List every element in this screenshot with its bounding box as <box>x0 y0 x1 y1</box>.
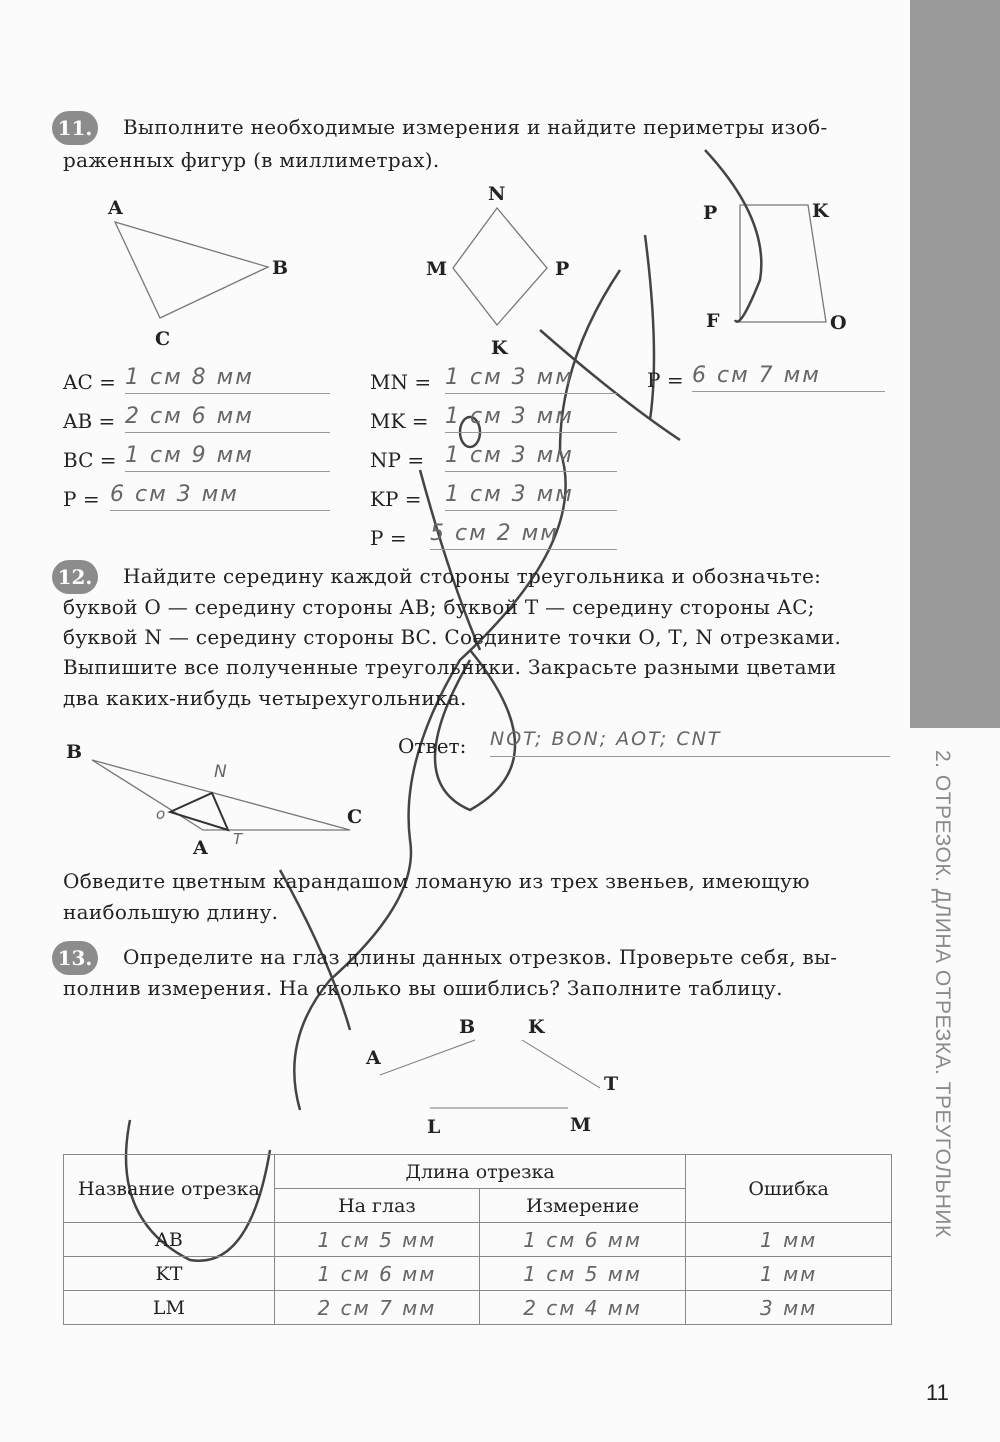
np-label: NP = <box>370 448 425 472</box>
point-k2: K <box>812 200 829 222</box>
point-m: M <box>426 258 448 280</box>
mn-label: MN = <box>370 370 432 394</box>
point-p2: P <box>703 202 718 224</box>
row-measure: 1 см 6 мм <box>479 1223 685 1257</box>
row-error: 3 мм <box>686 1291 892 1325</box>
row-name: LM <box>64 1291 275 1325</box>
point-a-13: A <box>366 1047 381 1069</box>
p2-value: 5 см 2 мм <box>430 521 617 550</box>
table-row <box>64 1223 892 1257</box>
point-n-12: N <box>214 762 229 782</box>
row-measure: 2 см 4 мм <box>479 1291 685 1325</box>
point-a: A <box>108 197 123 219</box>
header-eye: На глаз <box>274 1189 479 1223</box>
row-eye: 1 см 6 мм <box>274 1257 479 1291</box>
ac-label: AC = <box>63 370 116 394</box>
task-13-line1: Определите на глаз длины данных отрезков. Проверьте себя, вы- <box>123 945 838 969</box>
segment-kt <box>522 1040 600 1088</box>
triangle-abc <box>115 222 268 318</box>
point-c: C <box>155 328 171 350</box>
chapter-title: 2. ОТРЕЗОК. ДЛИНА ОТРЕЗКА. ТРЕУГОЛЬНИК <box>931 750 954 1238</box>
np-value: 1 см 3 мм <box>445 443 617 472</box>
mn-value: 1 см 3 мм <box>445 365 617 394</box>
bc-label: BC = <box>63 448 117 472</box>
point-l-13: L <box>427 1116 441 1138</box>
task-13-line2: полнив измерения. На сколько вы ошиблись? Заполните таблицу. <box>63 976 783 1000</box>
task-11-number: 11. <box>52 111 98 145</box>
point-f: F <box>706 310 720 332</box>
task-12-extra1: Обведите цветным карандашом ломаную из трех звеньев, имеющую <box>63 869 810 893</box>
point-n: N <box>488 183 506 205</box>
point-c-12: C <box>347 806 363 828</box>
row-measure: 1 см 5 мм <box>479 1257 685 1291</box>
mk-value: 1 см 3 мм <box>445 404 617 433</box>
row-eye: 1 см 5 мм <box>274 1223 479 1257</box>
point-b: B <box>272 257 289 279</box>
ab-value: 2 см 6 мм <box>125 404 330 433</box>
ac-value: 1 см 8 мм <box>125 365 330 394</box>
row-name: AB <box>64 1223 275 1257</box>
p3-value: 6 см 7 мм <box>692 363 885 392</box>
task-11-line1: Выполните необходимые измерения и найдите периметры изоб- <box>123 115 828 139</box>
page-number: 11 <box>926 1380 949 1405</box>
rhombus-mnpk <box>453 208 547 325</box>
answer-value: NOT; BON; AOT; CNT <box>490 728 890 757</box>
p2-label: P = <box>370 526 407 550</box>
point-t-12: T <box>233 830 245 848</box>
task-12-line3: буквой N — середину стороны ВС. Соедините точки О, Т, N отрезками. <box>63 625 842 649</box>
point-k-13: K <box>528 1016 545 1038</box>
results-table <box>63 1154 892 1325</box>
task-12-line1: Найдите середину каждой стороны треугольника и обозначьте: <box>123 564 822 588</box>
task-11-line2: раженных фигур (в миллиметрах). <box>63 148 440 172</box>
row-eye: 2 см 7 мм <box>274 1291 479 1325</box>
midpoint-triangle <box>170 793 228 830</box>
kp-label: KP = <box>370 487 422 511</box>
task-12-line5: два каких-нибудь четырехугольника. <box>63 686 467 710</box>
segment-ab <box>380 1040 475 1075</box>
header-length: Длина отрезка <box>274 1155 685 1189</box>
p1-label: P = <box>63 487 100 511</box>
p1-value: 6 см 3 мм <box>110 482 330 511</box>
task-12-line2: буквой О — середину стороны АВ; буквой Т — середину стороны АС; <box>63 595 815 619</box>
task-13-number: 13. <box>52 941 98 975</box>
ab-label: AB = <box>63 409 116 433</box>
point-b-13: B <box>459 1016 476 1038</box>
table-row <box>64 1291 892 1325</box>
row-name: KT <box>64 1257 275 1291</box>
task-12-number: 12. <box>52 560 98 594</box>
point-p: P <box>555 258 570 280</box>
header-error: Ошибка <box>686 1155 892 1223</box>
point-b-12: B <box>66 741 83 763</box>
point-k: K <box>491 337 508 359</box>
point-o: O <box>830 312 847 334</box>
bc-value: 1 см 9 мм <box>125 443 330 472</box>
task-12-extra2: наибольшую длину. <box>63 900 279 924</box>
header-measure: Измерение <box>479 1189 685 1223</box>
mk-label: MK = <box>370 409 429 433</box>
task-12-line4: Выпишите все полученные треугольники. Закрасьте разными цветами <box>63 655 837 679</box>
row-error: 1 мм <box>686 1257 892 1291</box>
kp-value: 1 см 3 мм <box>445 482 617 511</box>
header-name: Название отрезка <box>64 1155 275 1223</box>
point-a-12: A <box>193 837 208 859</box>
point-t-13: T <box>604 1073 619 1095</box>
row-error: 1 мм <box>686 1223 892 1257</box>
p3-label: P = <box>647 368 684 392</box>
answer-label: Ответ: <box>398 734 467 758</box>
table-row <box>64 1257 892 1291</box>
point-m-13: M <box>570 1114 592 1136</box>
point-o-12: o <box>156 805 168 823</box>
